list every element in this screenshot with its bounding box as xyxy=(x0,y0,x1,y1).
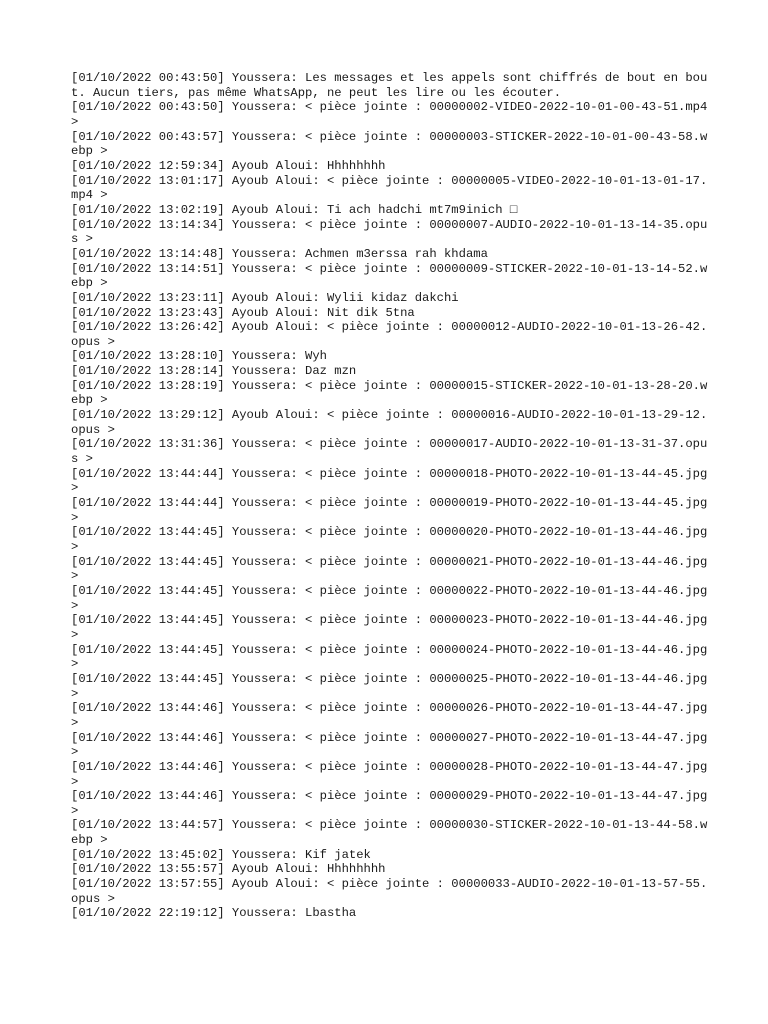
chat-line: [01/10/2022 13:57:55] Ayoub Aloui: < pièce jointe : 00000033-AUDIO-2022-10-01-13-57-55.opus > xyxy=(71,877,708,906)
chat-line: [01/10/2022 00:43:50] Youssera: < pièce jointe : 00000002-VIDEO-2022-10-01-00-43-51.mp4 > xyxy=(71,100,715,129)
chat-line: [01/10/2022 13:01:17] Ayoub Aloui: < pièce jointe : 00000005-VIDEO-2022-10-01-13-01-17.mp4 > xyxy=(71,173,708,203)
chat-line: [01/10/2022 13:44:57] Youssera: < pièce jointe : 00000030-STICKER-2022-10-01-13-44-58.webp > xyxy=(71,818,708,848)
chat-line: [01/10/2022 13:44:46] Youssera: < pièce jointe : 00000027-PHOTO-2022-10-01-13-44-47.jpg > xyxy=(71,730,715,760)
chat-line: [01/10/2022 13:26:42] Ayoub Aloui: < pièce jointe : 00000012-AUDIO-2022-10-01-13-26-42.opus > xyxy=(71,320,708,349)
chat-line: [01/10/2022 12:59:34] Ayoub Aloui: Hhhhhhhh xyxy=(71,158,386,173)
chat-line: [01/10/2022 13:44:45] Youssera: < pièce jointe : 00000023-PHOTO-2022-10-01-13-44-46.jpg > xyxy=(71,613,715,642)
chat-line: [01/10/2022 13:14:48] Youssera: Achmen m3erssa rah khdama xyxy=(71,246,488,261)
chat-export-page xyxy=(71,71,715,921)
chat-line: [01/10/2022 13:14:34] Youssera: < pièce jointe : 00000007-AUDIO-2022-10-01-13-14-35.opus > xyxy=(71,217,708,247)
chat-line: [01/10/2022 13:44:44] Youssera: < pièce jointe : 00000018-PHOTO-2022-10-01-13-44-45.jpg > xyxy=(71,466,715,496)
chat-line: [01/10/2022 13:29:12] Ayoub Aloui: < pièce jointe : 00000016-AUDIO-2022-10-01-13-29-12.opus > xyxy=(71,408,708,437)
chat-line: [01/10/2022 13:28:19] Youssera: < pièce jointe : 00000015-STICKER-2022-10-01-13-28-20.webp > xyxy=(71,378,708,408)
chat-line: [01/10/2022 13:45:02] Youssera: Kif jatek xyxy=(71,847,371,862)
chat-line: [01/10/2022 13:31:36] Youssera: < pièce jointe : 00000017-AUDIO-2022-10-01-13-31-37.opus > xyxy=(71,437,708,467)
chat-line: [01/10/2022 22:19:12] Youssera: Lbastha xyxy=(71,906,357,921)
chat-line: [01/10/2022 00:43:57] Youssera: < pièce jointe : 00000003-STICKER-2022-10-01-00-43-58.webp > xyxy=(71,129,708,159)
chat-line: [01/10/2022 13:44:45] Youssera: < pièce jointe : 00000022-PHOTO-2022-10-01-13-44-46.jpg > xyxy=(71,583,715,613)
chat-line: [01/10/2022 00:43:50] Youssera: Les messages et les appels sont chiffrés de bout en bout. Aucun tiers, pas même WhatsApp, ne peut les lire ou les écouter. xyxy=(71,71,708,100)
chat-line: [01/10/2022 13:23:43] Ayoub Aloui: Nit dik 5tna xyxy=(71,305,415,320)
chat-line: [01/10/2022 13:44:46] Youssera: < pièce jointe : 00000028-PHOTO-2022-10-01-13-44-47.jpg > xyxy=(71,759,715,789)
chat-line: [01/10/2022 13:44:44] Youssera: < pièce jointe : 00000019-PHOTO-2022-10-01-13-44-45.jpg > xyxy=(71,496,715,525)
chat-line: [01/10/2022 13:44:45] Youssera: < pièce jointe : 00000020-PHOTO-2022-10-01-13-44-46.jpg > xyxy=(71,525,715,554)
chat-line: [01/10/2022 13:28:10] Youssera: Wyh xyxy=(71,349,327,364)
chat-line: [01/10/2022 13:23:11] Ayoub Aloui: Wylii kidaz dakchi xyxy=(71,290,459,305)
chat-line: [01/10/2022 13:44:46] Youssera: < pièce jointe : 00000026-PHOTO-2022-10-01-13-44-47.jpg > xyxy=(71,701,715,730)
chat-line: [01/10/2022 13:44:45] Youssera: < pièce jointe : 00000024-PHOTO-2022-10-01-13-44-46.jpg > xyxy=(71,642,715,672)
chat-line: [01/10/2022 13:28:14] Youssera: Daz mzn xyxy=(71,364,357,379)
chat-line: [01/10/2022 13:44:45] Youssera: < pièce jointe : 00000025-PHOTO-2022-10-01-13-44-46.jpg > xyxy=(71,671,715,701)
chat-line: [01/10/2022 13:44:46] Youssera: < pièce jointe : 00000029-PHOTO-2022-10-01-13-44-47.jpg > xyxy=(71,789,715,818)
chat-line: [01/10/2022 13:02:19] Ayoub Aloui: Ti ach hadchi mt7m9inich □ xyxy=(71,202,518,217)
chat-line: [01/10/2022 13:44:45] Youssera: < pièce jointe : 00000021-PHOTO-2022-10-01-13-44-46.jpg > xyxy=(71,554,715,584)
chat-line: [01/10/2022 13:55:57] Ayoub Aloui: Hhhhhhhh xyxy=(71,862,386,877)
chat-line: [01/10/2022 13:14:51] Youssera: < pièce jointe : 00000009-STICKER-2022-10-01-13-14-52.webp > xyxy=(71,261,708,291)
